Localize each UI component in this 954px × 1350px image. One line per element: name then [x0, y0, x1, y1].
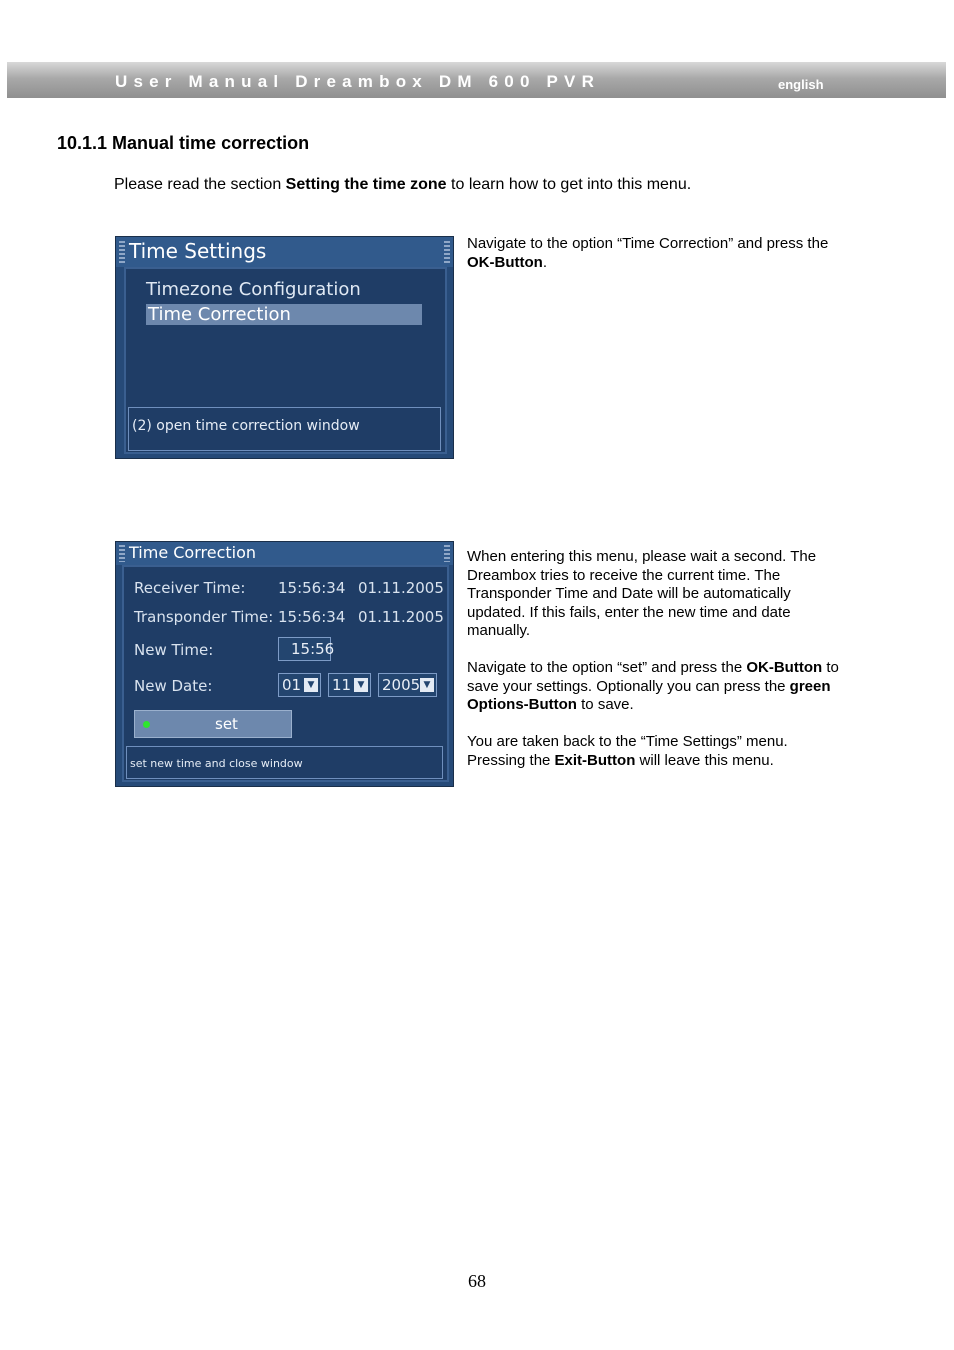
osd-body — [124, 267, 447, 454]
receiver-date-value: 01.11.2005 — [358, 579, 444, 597]
manual-title: User Manual Dreambox DM 600 PVR — [115, 72, 601, 91]
description-2-text: to save. — [576, 696, 634, 713]
dropdown-arrow-icon: ▼ — [354, 678, 368, 692]
month-select-value: 11 — [332, 676, 352, 694]
osd-status-text: (2) open time correction window — [132, 418, 360, 434]
set-button-label: set — [215, 715, 238, 733]
page-number: 68 — [468, 1271, 486, 1291]
set-button[interactable] — [134, 710, 292, 738]
new-time-input[interactable]: 15:56 — [278, 637, 331, 661]
intro-text-post: to learn how to get into this menu. — [446, 176, 692, 193]
new-date-label: New Date: — [134, 677, 213, 695]
grip-icon — [444, 545, 450, 562]
intro-text-pre: Please read the section — [114, 176, 286, 193]
transponder-time-label: Transponder Time: — [134, 608, 274, 626]
section-title: 10.1.1 Manual time correction — [57, 133, 310, 153]
year-select[interactable] — [378, 673, 437, 697]
description-2-paragraph-3 — [467, 733, 842, 770]
osd-title: Time Correction — [129, 543, 257, 562]
language-label: english — [778, 77, 824, 92]
grip-icon — [119, 241, 125, 263]
osd-title-bar — [116, 237, 453, 267]
intro-text-link: Setting the time zone — [285, 176, 447, 193]
time-settings-screenshot — [115, 236, 454, 459]
osd-body — [122, 565, 449, 782]
description-1-pre: Navigate to the option “Time Correction” and press the — [467, 235, 829, 252]
grip-icon — [444, 241, 450, 263]
description-2 — [467, 548, 842, 789]
description-1-post: . — [542, 253, 547, 271]
month-select[interactable] — [328, 673, 371, 697]
osd-status-bar — [128, 407, 441, 451]
description-2-paragraph-2 — [467, 659, 842, 715]
menu-item-timezone-configuration[interactable]: Timezone Configuration — [146, 279, 361, 300]
description-2-text: to save your settings. Optionally you can press the — [467, 659, 839, 695]
menu-item-time-correction[interactable]: Time Correction — [146, 304, 422, 325]
grip-icon — [119, 545, 125, 562]
time-correction-screenshot — [115, 541, 454, 787]
receiver-time-value: 15:56:34 — [278, 579, 346, 597]
dropdown-arrow-icon: ▼ — [420, 678, 434, 692]
year-select-value: 2005 — [382, 676, 421, 694]
osd-title: Time Settings — [129, 239, 267, 263]
description-2-paragraph-1: When entering this menu, please wait a second. The Dreambox tries to receive the current time. The Transponder Time and Date will be automatically updated. If this fails, enter the new time and date manually. — [467, 548, 817, 639]
osd-title-bar — [116, 542, 453, 565]
new-time-label: New Time: — [134, 641, 214, 659]
dropdown-arrow-icon: ▼ — [304, 678, 318, 692]
intro-text — [114, 176, 691, 194]
description-2-exit-button: Exit-Button — [554, 751, 636, 769]
transponder-time-value: 15:56:34 — [278, 608, 346, 626]
description-1 — [467, 235, 842, 291]
green-dot-icon — [143, 721, 150, 728]
description-2-options-button: green Options-Button — [467, 677, 831, 713]
header-bar — [7, 62, 946, 98]
osd-status-bar — [126, 746, 443, 779]
description-1-ok-button: OK-Button — [467, 253, 543, 271]
osd-status-text: set new time and close window — [130, 757, 303, 770]
description-2-ok-button: OK-Button — [746, 659, 823, 676]
receiver-time-label: Receiver Time: — [134, 579, 246, 597]
description-2-text: Navigate to the option “set” and press the — [467, 659, 747, 676]
day-select-value: 01 — [282, 676, 302, 694]
description-2-text: will leave this menu. — [635, 751, 774, 769]
transponder-date-value: 01.11.2005 — [358, 608, 444, 626]
day-select[interactable] — [278, 673, 321, 697]
description-2-text: You are taken back to the “Time Settings” menu. Pressing the — [467, 733, 788, 769]
